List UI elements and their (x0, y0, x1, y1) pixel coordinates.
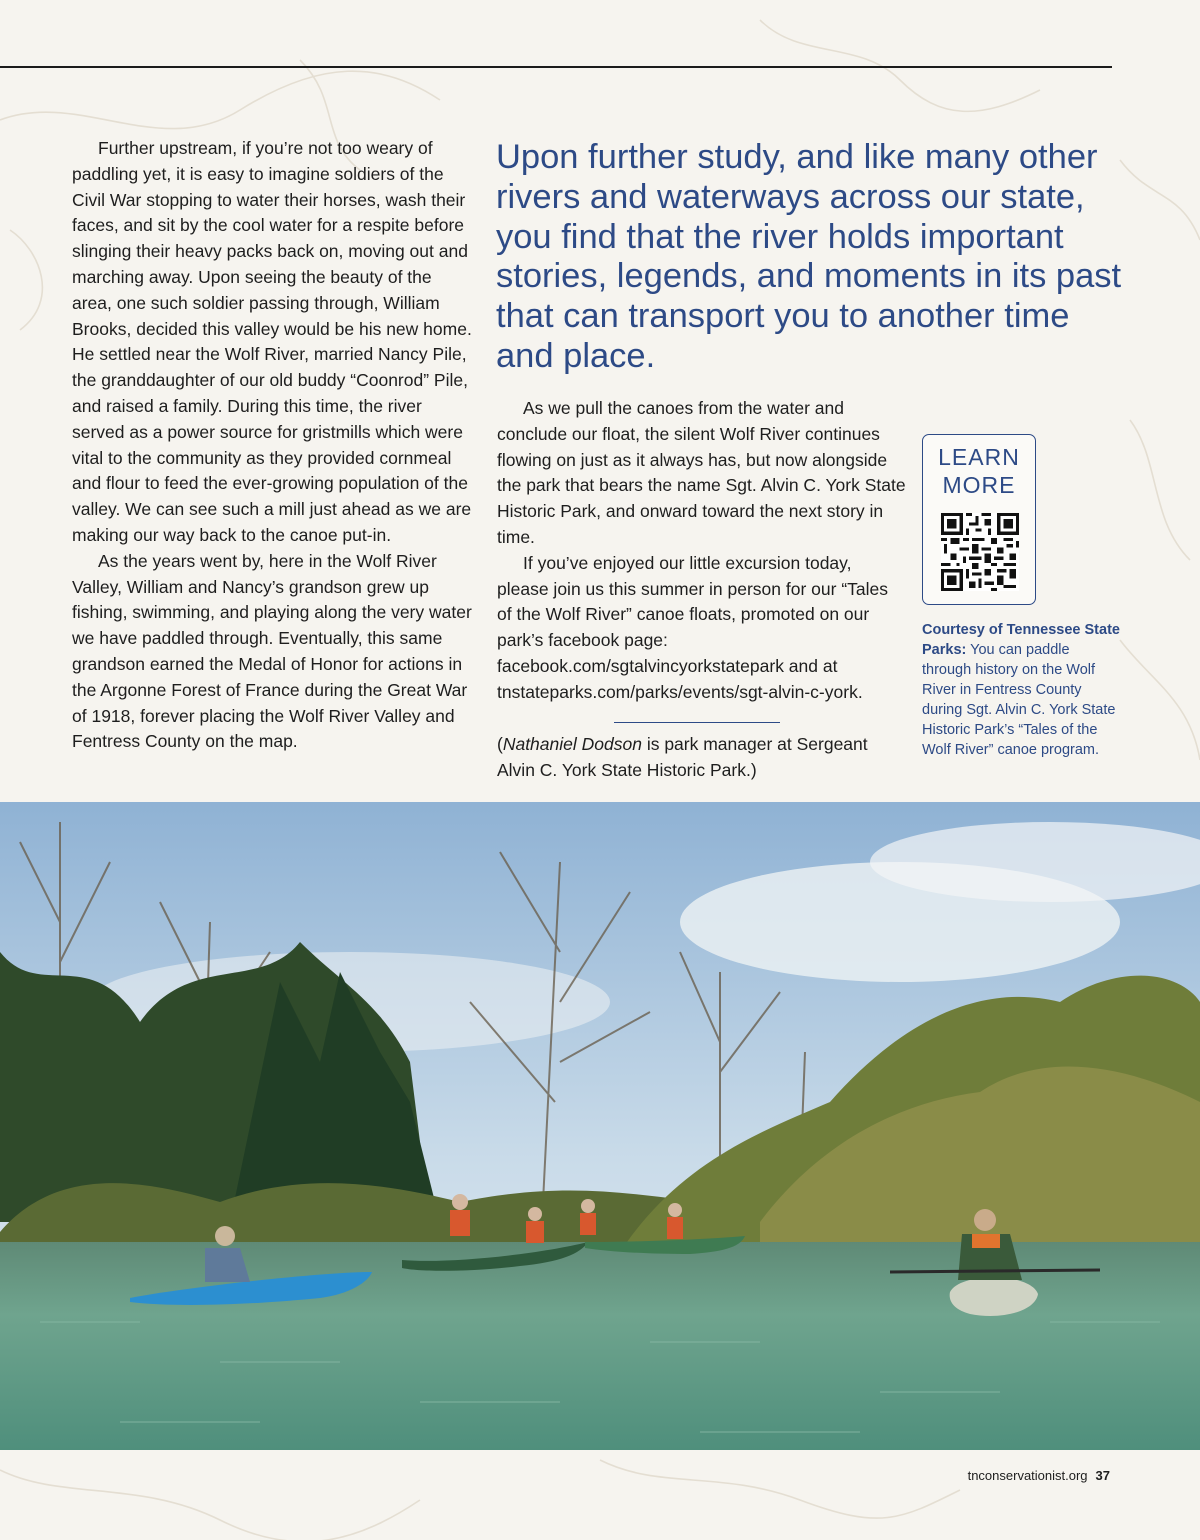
qr-code-icon[interactable] (941, 513, 1019, 591)
left-paragraph-1: Further upstream, if you’re not too weary of paddling yet, it is easy to imagine soldiers of the Civil War stopping to water their horses, wash their faces, and sit by the cool water for a respite before slinging their heavy packs back on, moving out and marching away. Upon seeing the beauty of the area, one such soldier passing through, William Brooks, decided this valley would be his new home. He settled near the Wolf River, married Nancy Pile, the granddaughter of our old buddy “Coonrod” Pile, and raised a family. During this time, the river served as a power source for gristmills which were vital to the community as they provided cornmeal and flour to feed the ever-growing population of the valley. We can see such a mill just ahead as we are making our way back to the canoe put-in. (72, 138, 472, 545)
learn-more-box (922, 434, 1036, 605)
middle-column (497, 396, 907, 706)
author-name: Nathaniel Dodson (502, 734, 642, 754)
caption-text: You can paddle through history on the Wolf River in Fentress County during Sgt. Alvin C. York State Historic Park’s “Tales of the Wolf River” canoe program. (922, 642, 1116, 758)
byline-text: is park manager at Sergeant Alvin C. York State Historic Park.) (497, 734, 868, 780)
left-column (72, 136, 474, 755)
page-number: 37 (1095, 1468, 1110, 1483)
footer-site: tnconservationist.org (967, 1468, 1088, 1483)
photo-caption (922, 620, 1122, 760)
caption-credit: Courtesy of Tennessee State Parks: (922, 622, 1120, 658)
middle-paragraph-2: If you’ve enjoyed our little excursion today, please join us this summer in person for our “Tales of the Wolf River” canoe floats, promoted on our park’s facebook page: facebook.com/sgtalvincyorkstatepark and at tnstateparks.com/parks/events/sgt-alvin-c-york. (497, 552, 889, 702)
left-paragraph-2: As the years went by, here in the Wolf River Valley, William and Nancy’s grandson grew up fishing, swimming, and playing along the very water we have paddled through. Eventually, this same grandson earned the Medal of Honor for actions in the Argonne Forest of France during the Great War of 1918, forever placing the Wolf River Valley and Fentress County on the map. (72, 550, 472, 752)
top-rule (0, 66, 1112, 68)
byline-divider (614, 722, 780, 723)
learn-more-title: LEARN MORE (938, 444, 1020, 498)
byline-open-paren: ( (497, 734, 503, 754)
middle-paragraph-1: As we pull the canoes from the water and conclude our float, the silent Wolf River continues flowing on just as it always has, but now alongside the park that bears the name Sgt. Alvin C. York State Historic Park, and onward toward the next story in time. (497, 398, 906, 547)
river-canoe-photo (0, 802, 1200, 1450)
pull-quote: Upon further study, and like many other rivers and waterways across our state, you find that the river holds important stories, legends, and moments in its past that can transport you to another time and place. (496, 138, 1122, 375)
page-footer (968, 1468, 1110, 1483)
author-byline (497, 732, 907, 784)
